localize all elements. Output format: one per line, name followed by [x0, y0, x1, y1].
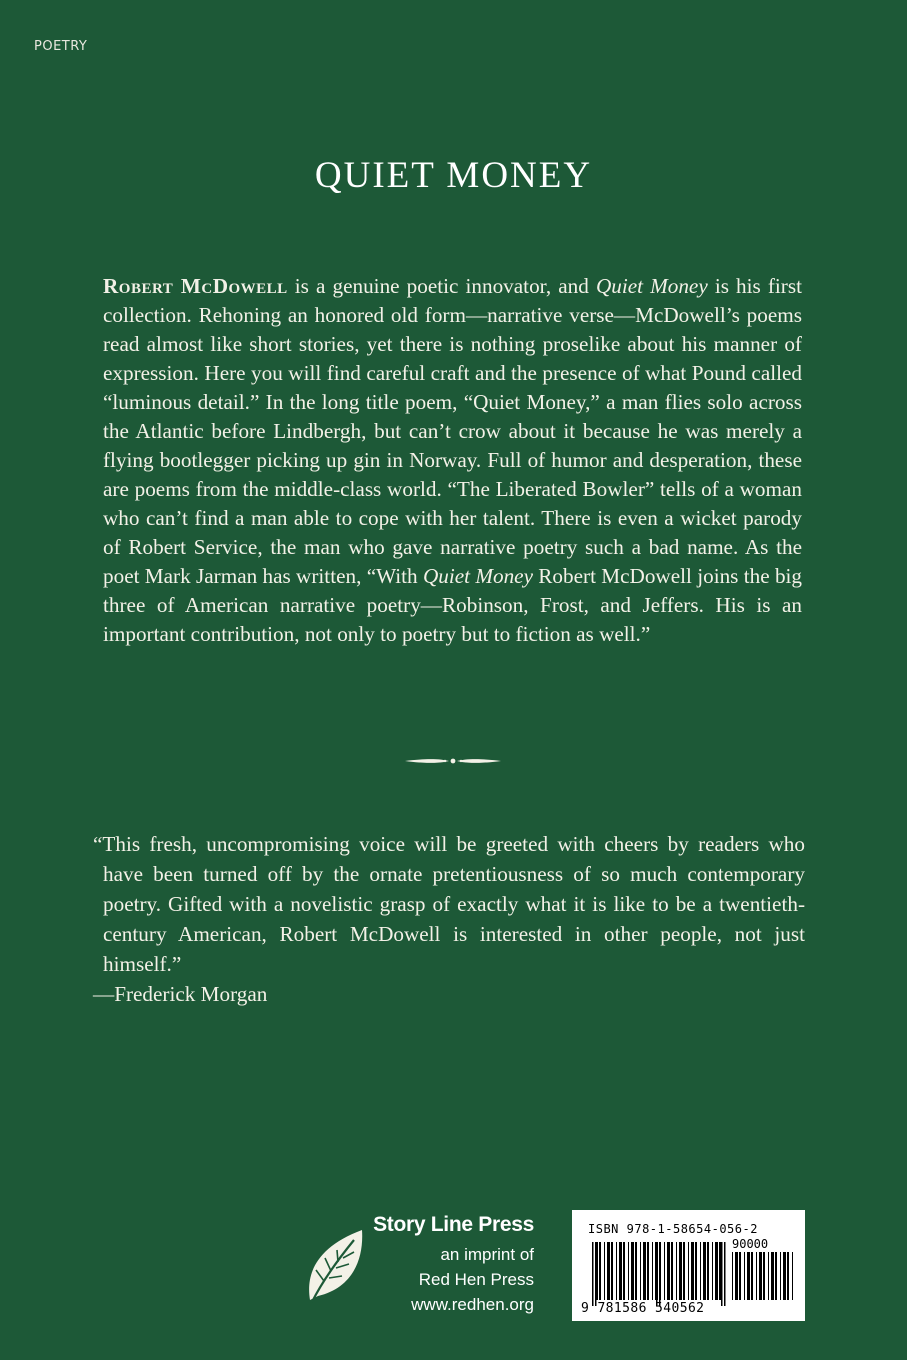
book-description: [103, 272, 802, 649]
ean-bar: [679, 1242, 682, 1300]
ean-bar: [707, 1242, 709, 1300]
author-name: Robert McDowell: [103, 274, 288, 298]
guard-bar: [656, 1242, 658, 1306]
flourish-divider-icon: [403, 754, 503, 768]
price-bar: [771, 1252, 774, 1300]
ean-bar: [647, 1242, 649, 1300]
category-label: POETRY: [34, 39, 88, 54]
publisher-name: Story Line Press: [373, 1213, 534, 1236]
ean-bar: [691, 1242, 694, 1300]
ean-bar: [631, 1242, 634, 1300]
ean-bar: [611, 1242, 613, 1300]
ean-bar: [599, 1242, 601, 1300]
description-part-2: is his first collection. Rehoning an honored old form—narrative verse—McDowell’s poems read almost like short stories, yet there is nothing proselike about his manner of expression. Here you will find careful craft and the presence of what Pound called “luminous detail.” In the long title poem, “Quiet Money,” a man flies solo across the Atlantic before Lindbergh, but can’t crow about it because he was merely a flying bootlegger picking up gin in Norway. Full of humor and desperation, these are poems from the middle-class world. “The Liberated Bowler” tells of a woman who can’t find a man able to cope with her talent. There is even a wicket parody of Robert Service, the man who gave narrative poetry such a bad name. As the poet Mark Jarman has written, “With: [103, 274, 802, 588]
guard-bar: [595, 1242, 597, 1306]
imprint-line: an imprint of: [440, 1245, 534, 1264]
blurb-text: “This fresh, uncompromising voice will be greeted with cheers by readers who have been turned off by the ornate pretentiousness of so much contemporary poetry. Gifted with a novelistic grasp of exactly what it is like to be a twentieth-century American, Robert McDowell is interested in other people, not just himself.”: [93, 832, 805, 976]
price-bar: [780, 1252, 781, 1300]
ean-bar: [652, 1242, 653, 1300]
price-bar: [783, 1252, 786, 1300]
book-title: QUIET MONEY: [314, 155, 593, 196]
price-bar: [744, 1252, 745, 1300]
ean-bar: [683, 1242, 685, 1300]
ean-bar: [664, 1242, 665, 1300]
parent-publisher: Red Hen Press: [418, 1270, 534, 1289]
price-code: 90000: [732, 1237, 769, 1251]
price-bar: [751, 1252, 753, 1300]
guard-bar: [592, 1242, 594, 1306]
guard-bar: [721, 1242, 723, 1306]
ean-bar: [719, 1242, 721, 1300]
ean-bar: [628, 1242, 629, 1300]
ean-digits: 9 781586 540562: [581, 1301, 705, 1316]
ean-bar: [667, 1242, 670, 1300]
ean-bar: [715, 1242, 718, 1300]
price-bar: [759, 1252, 762, 1300]
description-part-3: Robert McDowell joins the big three of American narrative poetry—Robinson, Frost, and Jeffers. His is an important contribution, not only to poetry but to fiction as well.”: [103, 564, 803, 646]
price-bar: [768, 1252, 769, 1300]
ean-bar: [623, 1242, 625, 1300]
price-bar: [747, 1252, 750, 1300]
book-title-italic-2: Quiet Money: [422, 564, 533, 588]
isbn-barcode: [572, 1210, 805, 1321]
ean-bar: [671, 1242, 673, 1300]
price-bar: [792, 1252, 793, 1300]
ean-bar: [604, 1242, 605, 1300]
ean-bar: [619, 1242, 622, 1300]
ean-bar: [676, 1242, 677, 1300]
ean-bar: [635, 1242, 637, 1300]
ean-bar: [703, 1242, 706, 1300]
isbn-label: ISBN 978-1-58654-056-2: [588, 1222, 758, 1236]
ean-bar: [695, 1242, 697, 1300]
price-bar: [756, 1252, 757, 1300]
price-bar: [775, 1252, 777, 1300]
price-bar: [787, 1252, 789, 1300]
ean-bar: [712, 1242, 713, 1300]
guard-bar: [659, 1242, 661, 1306]
publisher-info: [360, 1208, 534, 1317]
leaf-logo-icon: [304, 1226, 368, 1306]
ean-bar: [643, 1242, 646, 1300]
publisher-website: www.redhen.org: [411, 1295, 534, 1314]
price-bar: [735, 1252, 738, 1300]
price-bar: [732, 1252, 733, 1300]
guard-bar: [724, 1242, 726, 1306]
price-bar: [763, 1252, 765, 1300]
ean-bar: [640, 1242, 641, 1300]
description-part-1: is a genuine poetic innovator, and: [287, 274, 596, 298]
price-bar: [739, 1252, 741, 1300]
blurb-quote: [93, 829, 805, 1009]
ean-bar: [607, 1242, 610, 1300]
book-title-italic: Quiet Money: [595, 274, 708, 298]
ean-bar: [616, 1242, 617, 1300]
ean-bar: [700, 1242, 701, 1300]
blurb-attribution: —Frederick Morgan: [93, 982, 268, 1006]
ean-bar: [688, 1242, 689, 1300]
